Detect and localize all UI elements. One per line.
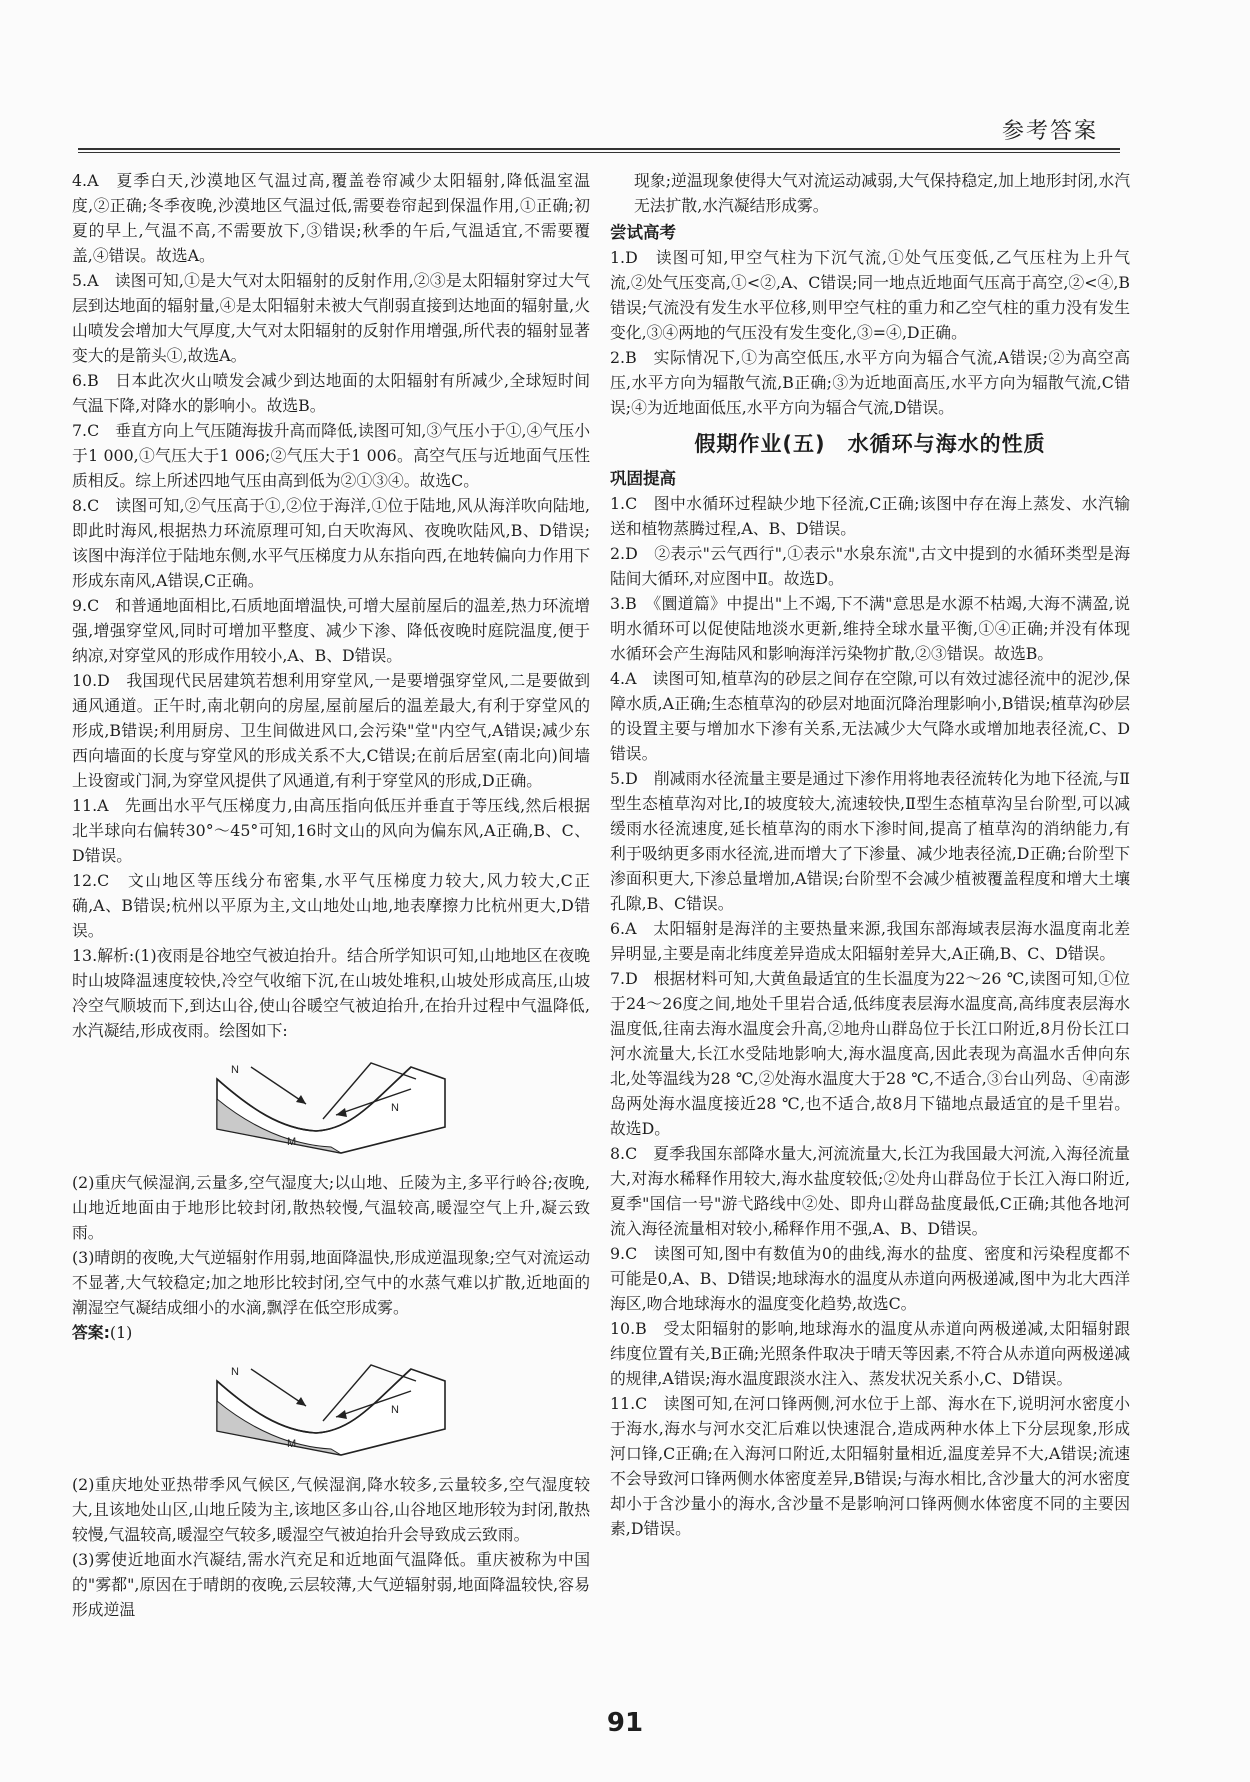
- answer-heading: 答案:: [72, 1323, 110, 1342]
- answer-item: 12.C 文山地区等压线分布密集,水平气压梯度力较大,风力较大,C正确,A、B错误;杭州以平原为主,文山地处山地,地表摩擦力比杭州更大,D错误。: [72, 871, 590, 940]
- answer-item: 7.D 根据材料可知,大黄鱼最适宜的生长温度为22～26 ℃,读图可知,①位于24～26度之间,地处千里岩合适,低纬度表层海水温度高,高纬度表层海水温度低,往南去海水温度会升高,②地舟山群岛位于长江口附近,8月份长江口河水流量大,长江水受陆地影响大,海水温度高,因此表现为高温水舌伸向东北,处等温线为28 ℃,②处海水温度大于28 ℃,不适合,③台山列岛、④南澎岛两处海水温度接近28 ℃,也不适合,故8月下锚地点最适宜的是千里岩。故选D。: [610, 969, 1130, 1138]
- answer-item: 4.A 夏季白天,沙漠地区气温过高,覆盖卷帘减少太阳辐射,降低温室温度,②正确;冬季夜晚,沙漠地区气温过低,需要卷帘起到保温作用,①正确;初夏的早上,气温不高,不需要放下,③错误;秋季的午后,气温适宜,不需要覆盖,④错误。故选A。: [72, 171, 590, 265]
- answer-item: 3.B 《圜道篇》中提出"上不竭,下不满"意思是水源不枯竭,大海不满盈,说明水循环可以促使陆地淡水更新,维持全球水量平衡,①④正确;并没有体现水循环会产生海陆风和影响海洋污染物扩散,②③错误。故选B。: [610, 594, 1130, 663]
- answer-item: 13.解析:(1)夜雨是谷地空气被迫抬升。结合所学知识可知,山地地区在夜晚时山坡降温速度较快,冷空气收缩下沉,在山坡处堆积,山坡处形成高压,山坡冷空气顺坡而下,到达山谷,使山谷暖空气被迫抬升,在抬升过程中气温降低,水汽凝结,形成夜雨。绘图如下:: [72, 946, 590, 1040]
- answer-part-label: (1): [109, 1323, 133, 1342]
- header-rule: [78, 148, 1120, 153]
- answer-item: 6.B 日本此次火山喷发会减少到达地面的太阳辐射有所减少,全球短时间气温下降,对降水的影响小。故选B。: [72, 371, 590, 415]
- header-label: 参考答案: [1001, 119, 1098, 144]
- answer-item: (2)重庆气候湿润,云量多,空气湿度大;以山地、丘陵为主,多平行岭谷;夜晚,山地近地面由于地形比较封闭,散热较慢,气温较高,暖湿空气上升,凝云致雨。: [72, 1173, 590, 1242]
- answer-item: 11.C 读图可知,在河口锋两侧,河水位于上部、海水在下,说明河水密度小于海水,海水与河水交汇后难以快速混合,造成两种水体上下分层现象,形成河口锋,C正确;在入海河口附近,太阳辐射量相近,温度差异不大,A错误;流速不会导致河口锋两侧水体密度差异,B错误;与海水相比,含沙量大的河水密度却小于含沙量小的海水,含沙量不是影响河口锋两侧水体密度不同的主要因素,D错误。: [610, 1394, 1130, 1538]
- answer-item: (2)重庆地处亚热带季风气候区,气候湿润,降水较多,云量较多,空气湿度较大,且该地处山区,山地丘陵为主,该地区多山谷,山谷地区地形较为封闭,散热较慢,气温较高,暖湿空气较多,暖湿空气被迫抬升会导致成云致雨。: [72, 1475, 590, 1544]
- arrowhead-left: [336, 1108, 347, 1117]
- valley-diagram-1-svg: [211, 1049, 451, 1157]
- answer-item: 9.C 和普通地面相比,石质地面增温快,可增大屋前屋后的温差,热力环流增强,增强穿堂风,同时可增加平整度、减少下渗、降低夜晚时庭院温度,便于纳凉,对穿堂风的形成作用较小,A、B、D错误。: [72, 596, 590, 665]
- arrowhead-down: [296, 1397, 306, 1406]
- left-column: [72, 168, 590, 1622]
- valley-diagram-2-svg: [211, 1351, 451, 1459]
- answer-item: 1.D 读图可知,甲空气柱为下沉气流,①处气压变低,乙气压柱为上升气流,②处气压变高,①<②,A、C错误;同一地点近地面气压高于高空,②<④,B错误;气流没有发生水平位移,则甲空气柱的重力和乙空气柱的重力没有发生变化,③④两地的气压没有发生变化,③=④,D正确。: [610, 248, 1130, 342]
- answer-item: 1.C 图中水循环过程缺少地下径流,C正确;该图中存在海上蒸发、水汽输送和植物蒸腾过程,A、B、D错误。: [610, 494, 1130, 538]
- label-m-valley: M: [287, 1438, 297, 1450]
- answer-item: 4.A 读图可知,植草沟的砂层之间存在空隙,可以有效过滤径流中的泥沙,保障水质,A正确;生态植草沟的砂层对地面沉降治理影响小,B错误;植草沟砂层的设置主要与增加水下渗有关系,无法减少大气降水或增加地表径流,C、D错误。: [610, 669, 1130, 763]
- answer-item: 11.A 先画出水平气压梯度力,由高压指向低压并垂直于等压线,然后根据北半球向右偏转30°～45°可知,16时文山的风向为偏东风,A正确,B、C、D错误。: [72, 796, 590, 865]
- arrowhead-down: [296, 1095, 306, 1104]
- section-heading-try: 尝试高考: [610, 223, 676, 242]
- label-n-left: N: [231, 1366, 239, 1378]
- unit-title: 假期作业(五) 水循环与海水的性质: [694, 432, 1046, 456]
- section-heading-consolidate: 巩固提高: [610, 469, 676, 488]
- right-column: [610, 168, 1130, 1541]
- valley-diagram-1: [72, 1049, 590, 1164]
- label-m-valley: M: [287, 1136, 297, 1148]
- arrowhead-left: [336, 1410, 347, 1419]
- page-number: 91: [606, 1708, 644, 1738]
- answer-item: 10.D 我国现代民居建筑若想利用穿堂风,一是要增强穿堂风,二是要做到通风通道。正午时,南北朝向的房屋,屋前屋后的温差最大,有利于穿堂风的形成,B错误;利用厨房、卫生间做进风口,会污染"堂"内空气,A错误;减少东西向墙面的长度与穿堂风的形成关系不大,C错误;在前后居室(南北向)间墙上设窗或门洞,为穿堂风提供了风通道,有利于穿堂风的形成,D正确。: [72, 671, 590, 790]
- valley-diagram-2: [72, 1351, 590, 1466]
- airflow-slope-arrow: [251, 1369, 306, 1406]
- airflow-slope-arrow: [251, 1067, 306, 1104]
- continued-text: 现象;逆温现象使得大气对流运动减弱,大气保持稳定,加上地形封闭,水汽无法扩散,水汽凝结形成雾。: [634, 171, 1130, 215]
- answer-item: 5.A 读图可知,①是大气对太阳辐射的反射作用,②③是太阳辐射穿过大气层到达地面的辐射量,④是太阳辐射未被大气削弱直接到达地面的辐射量,火山喷发会增加大气厚度,大气对太阳辐射的反射作用增强,所代表的辐射显著变大的是箭头①,故选A。: [72, 271, 590, 365]
- label-n-left: N: [231, 1064, 239, 1076]
- answer-item: (3)雾使近地面水汽凝结,需水汽充足和近地面气温降低。重庆被称为中国的"雾都",原因在于晴朗的夜晚,云层较薄,大气逆辐射弱,地面降温较快,容易形成逆温: [72, 1550, 590, 1619]
- label-n-right: N: [391, 1404, 399, 1416]
- answer-item: 5.D 削减雨水径流量主要是通过下渗作用将地表径流转化为地下径流,与Ⅱ型生态植草沟对比,Ⅰ的坡度较大,流速较快,Ⅱ型生态植草沟呈台阶型,可以减缓雨水径流速度,延长植草沟的雨水下渗时间,提高了植草沟的消纳能力,有利于吸纳更多雨水径流,进而增大了下渗量、减少地表径流,D正确;台阶型下渗面积更大,下渗总量增加,A错误;台阶型不会减少植被覆盖程度和增大土壤孔隙,B、C错误。: [610, 769, 1130, 913]
- answer-item: 2.B 实际情况下,①为高空低压,水平方向为辐合气流,A错误;②为高空高压,水平方向为辐散气流,B正确;③为近地面高压,水平方向为辐散气流,C错误;④为近地面低压,水平方向为辐合气流,D错误。: [610, 348, 1130, 417]
- label-n-right: N: [391, 1102, 399, 1114]
- answer-item: 9.C 读图可知,图中有数值为0的曲线,海水的盐度、密度和污染程度都不可能是0,A、B、D错误;地球海水的温度从赤道向两极递减,图中为北大西洋海区,吻合地球海水的温度变化趋势,故选C。: [610, 1244, 1130, 1313]
- answer-item: 8.C 夏季我国东部降水量大,河流流量大,长江为我国最大河流,入海径流量大,对海水稀释作用较大,海水盐度较低;②处舟山群岛位于长江入海口附近,夏季"国信一号"游弋路线中②处、即舟山群岛盐度最低,C正确;其他各地河流入海径流量相对较小,稀释作用不强,A、B、D错误。: [610, 1144, 1130, 1238]
- answer-item: (3)晴朗的夜晚,大气逆辐射作用弱,地面降温快,形成逆温现象;空气对流运动不显著,大气较稳定;加之地形比较封闭,空气中的水蒸气难以扩散,近地面的潮湿空气凝结成细小的水滴,飘浮在低空形成雾。: [72, 1248, 590, 1317]
- answer-item: 8.C 读图可知,②气压高于①,②位于海洋,①位于陆地,风从海洋吹向陆地,即此时海风,根据热力环流原理可知,白天吹海风、夜晚吹陆风,B、D错误;该图中海洋位于陆地东侧,水平气压梯度力从东指向西,在地转偏向力作用下形成东南风,A错误,C正确。: [72, 496, 590, 590]
- answer-item: 2.D ②表示"云气西行",①表示"水泉东流",古文中提到的水循环类型是海陆间大循环,对应图中Ⅱ。故选D。: [610, 544, 1130, 588]
- answer-item: 6.A 太阳辐射是海洋的主要热量来源,我国东部海域表层海水温度南北差异明显,主要是南北纬度差异造成太阳辐射差异大,A正确,B、C、D错误。: [610, 919, 1130, 963]
- answer-item: 10.B 受太阳辐射的影响,地球海水的温度从赤道向两极递减,太阳辐射跟纬度位置有关,B正确;光照条件取决于晴天等因素,不符合从赤道向两极递减的规律,A错误;海水温度跟淡水注入、蒸发状况关系小,C、D错误。: [610, 1319, 1130, 1388]
- answer-item: 7.C 垂直方向上气压随海拔升高而降低,读图可知,③气压小于①,④气压小于1 000,①气压大于1 006;②气压大于1 006。高空气压与近地面气压性质相反。综上所述四地气压由高到低为②①③④。故选C。: [72, 421, 590, 490]
- answer-heading-line: [72, 1320, 590, 1345]
